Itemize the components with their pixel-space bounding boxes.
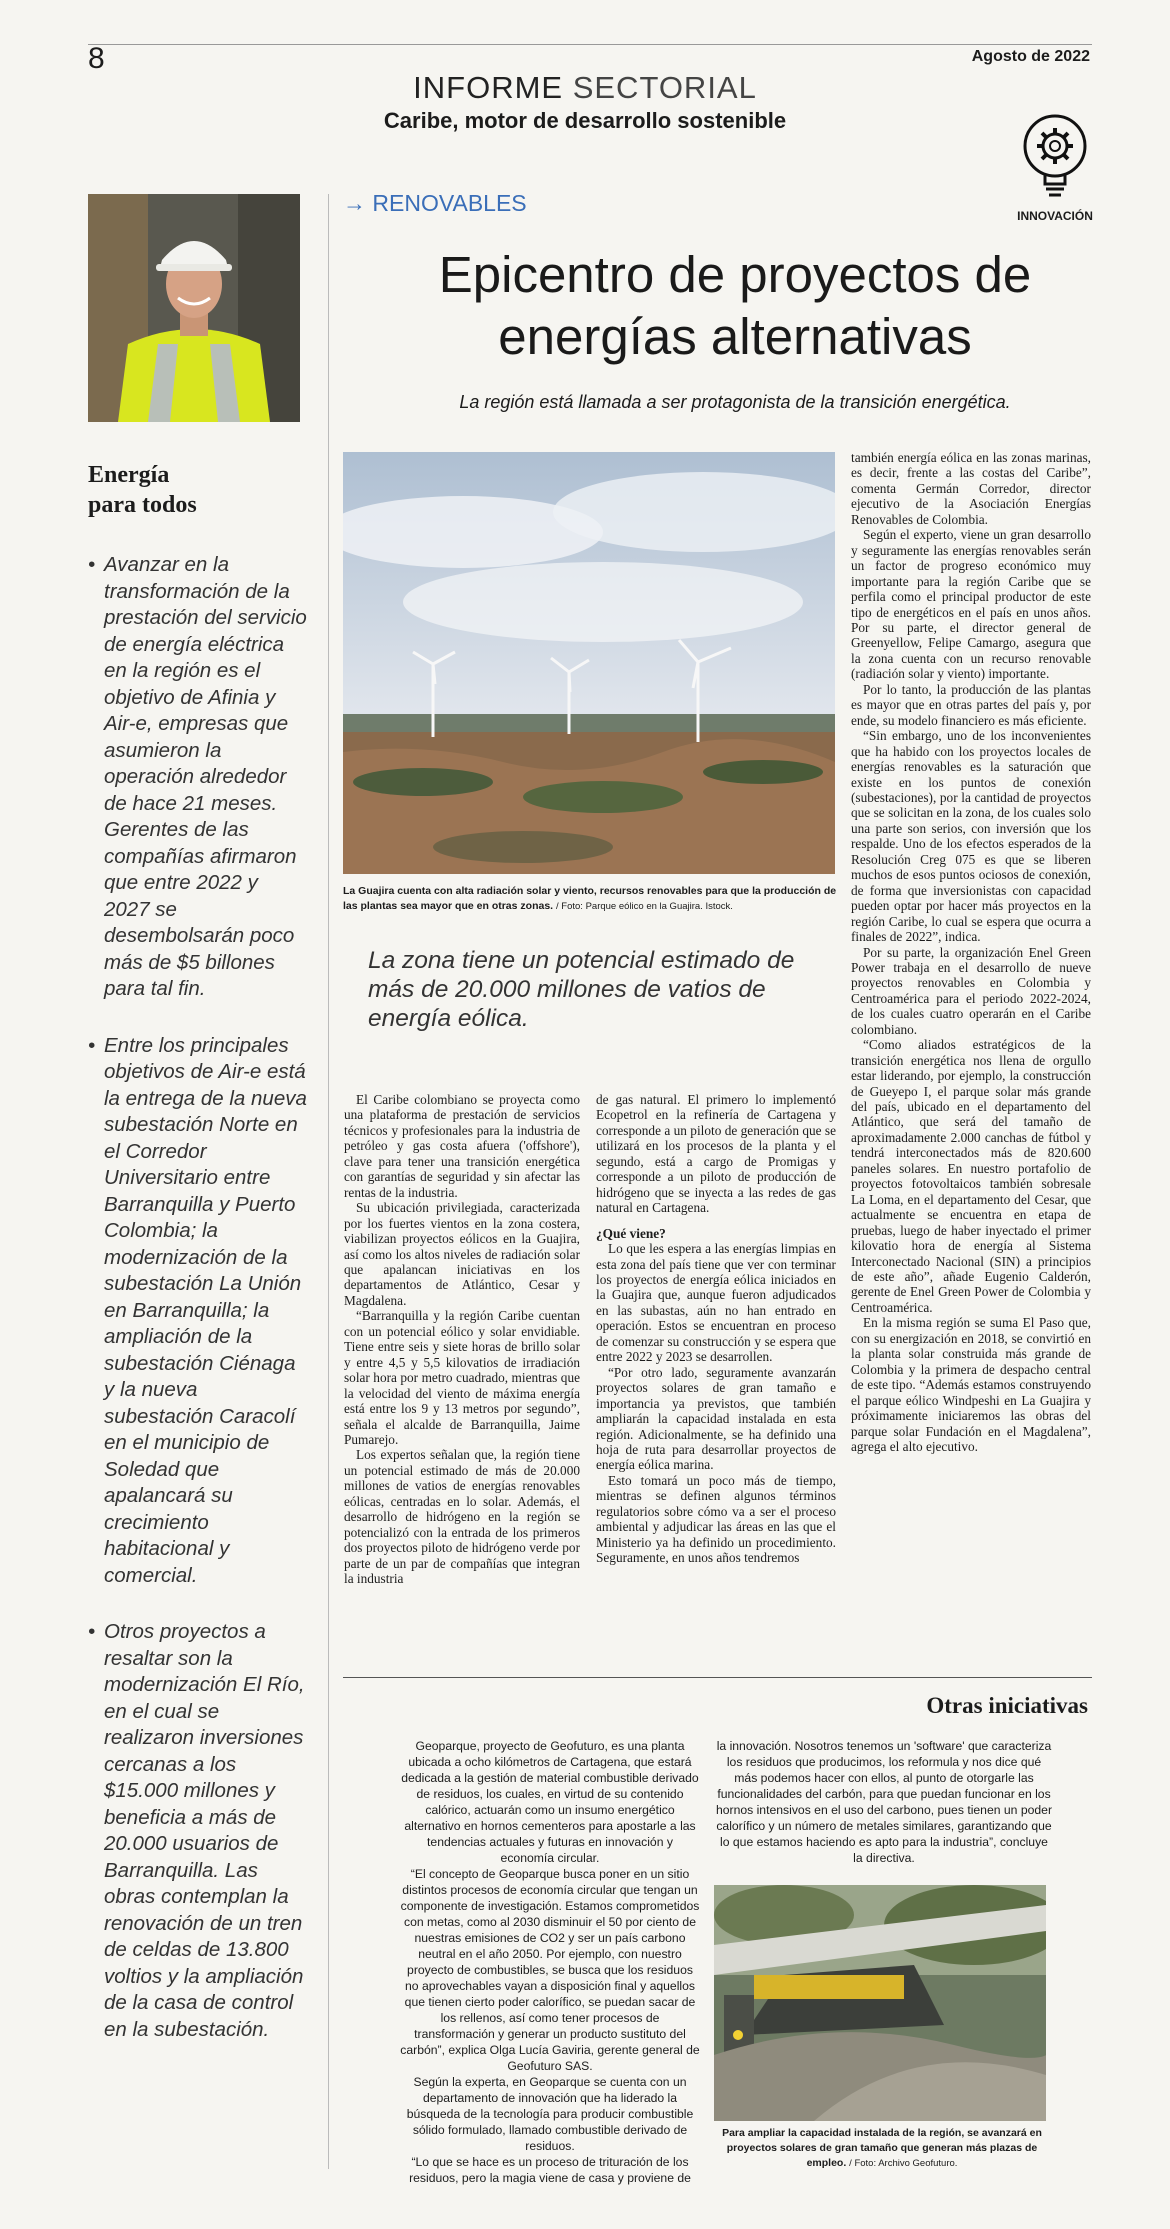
paragraph: El Caribe colombiano se proyecta como una plataforma de prestación de servicios técnicos y profesionales para la industria de petróleo y gas costa afuera ('offshore'), clave para tener una transición energética con garantías de seguridad y sin afectar las rentas de la industria. — [344, 1092, 580, 1200]
photo-credit-2: / Foto: Archivo Geofuturo. — [849, 2158, 958, 2169]
innovation-badge — [1010, 110, 1100, 223]
paragraph: “Barranquilla y la región Caribe cuentan con un potencial eólico y solar envidiable. Tiene entre seis y siete horas de brillo solar y entre 4,5 y 5,5 kilovatios de irradiación solar hora por metro cuadrado, mientras que la velocidad del viento de máxima energía está entre los 9 y 13 metros por segundo”, señala el alcalde de Barranquilla, Jaime Pumarejo. — [344, 1308, 580, 1447]
headline-line2: energías alternativas — [498, 308, 972, 365]
kicker-label: RENOVABLES — [372, 190, 527, 216]
pull-quote: La zona tiene un potencial estimado de más de 20.000 millones de vatios de energía eólica. — [368, 947, 795, 1032]
lightbulb-gear-icon — [1019, 110, 1091, 202]
paragraph: “Lo que se hace es un proceso de trituración de los residuos, pero la magia viene de casa y proviene de — [409, 2155, 691, 2185]
paragraph: Los expertos señalan que, la región tiene un potencial estimado de más de 20.000 millones de vatios de energías renovables eólicas, centradas en lo solar. Además, el desarrollo de hidrógeno en la región se potencializó con la entrada de los primeros dos proyectos piloto de hidrógeno verde por parte de un par de compañías que integran la industria — [344, 1447, 580, 1587]
section-title-bold: INFORME — [413, 70, 564, 105]
paragraph: la innovación. Nosotros tenemos un 'software' que caracteriza los residuos que producimos, los reformula y nos dice qué más podemos hacer con ellos, al punto de otorgarle las funcionalidades del carbón, para que puedan funcionar en los hornos intensivos en el uso del carbono, pues tienen un poder calorífico y un número de metales similares, garantizando que lo que estamos haciendo es apto para la industria”, concluye la directiva. — [715, 1739, 1053, 1865]
paragraph: Esto tomará un poco más de tiempo, mientras se definen algunos términos regulatorios sobre cómo va a ser el proceso ambiental y adjudicar las áreas en las que el Ministerio ya ha definido un procedimiento. Seguramente, en unos años tendremos — [596, 1472, 836, 1566]
arrow-right-icon: → — [343, 190, 366, 216]
photo-caption-2 — [714, 2126, 1050, 2171]
headline-line1: Epicentro de proyectos de — [438, 246, 1032, 303]
paragraph: “El concepto de Geoparque busca poner en un sitio distintos procesos de economía circular que tengan un componente de investigación. Estamos comprometidos con metas, como al 2030 disminuir el 50 por ciento de nuestras emisiones de CO2 y ser un país carbono neutral en el año 2050. Por ejemplo, con nuestro proyecto de combustibles, se busca que los residuos no aprovechables vayan a disposición final y aquellos que tienen cierto poder calorífico, se puedan sacar de los rellenos, así como tener procesos de transformación y generar un producto sustituto del carbón”, explica Olga Lucía Gaviria, gerente general de Geofuturo SAS. — [400, 1867, 700, 2073]
photo-credit: / Foto: Parque eólico en la Guajira. Istock. — [556, 901, 733, 912]
paragraph: Por su parte, la organización Enel Green Power trabaja en el desarrollo de nueve proyectos renovables en Colombia y Centroamérica para el periodo 2022-2024, de los cuales cuatro operarán en el Caribe colombiano. — [851, 944, 1091, 1037]
sidebar-bullet: • Avanzar en la transformación de la prestación del servicio de energía eléctrica en la región es el objetivo de Afinia y Air-e, empresas que asumieron la operación alrededor de hace 21 meses. Gerentes de las compañías afirmaron que entre 2022 y 2027 se desembolsarán poco más de $5 billones para tal fin. — [88, 552, 308, 1003]
paragraph: de gas natural. El primero lo implementó Ecopetrol en la refinería de Cartagena y corresponde a un piloto de generación que se utilizará en los procesos de la planta y el segundo, está a cargo de Promigas y corresponde a un piloto de producción de hidrógeno que se inyecta a las redes de gas natural en Cartagena. — [596, 1092, 836, 1216]
paragraph: Su ubicación privilegiada, caracterizada por los fuertes vientos en la zona costera, viabilizan proyectos eólicos en la Guajira, así como los altos niveles de radiación solar que apalancan iniciativas en los departamentos de Atlántico, Cesar y Magdalena. — [344, 1200, 580, 1308]
paragraph: En la misma región se suma El Paso que, con su energización en 2018, se convirtió en la planta solar construida más grande de Colombia y la primera de despacho central de este tipo. “Además estamos construyendo el parque eólico Windpeshi en La Guajira y próximamente iniciaremos las obras del parque solar Fundación en el Magdalena”, agrega el alto ejecutivo. — [851, 1315, 1091, 1454]
sidebar-bullet: • Otros proyectos a resaltar son la modernización El Río, en el cual se realizaron inversiones cercanas a los $15.000 millones y beneficia a más de 20.000 usuarios de Barranquilla. Las obras contemplan la renovación de un tren de celdas de 13.800 voltios y la ampliación de la casa de control en la subestación. — [88, 1619, 308, 2043]
waste-plant-photo — [714, 1885, 1046, 2121]
paragraph: “Como aliados estratégicos de la transición energética nos llena de orgullo estar liderando, por ejemplo, la construcción de Gueyepo I, el parque solar más grande del país, ubicado en el departamento del Atlántico, que será del tamaño de aproximadamente 2.000 canchas de fútbol y tendrá interconectados más de 820.600 paneles solares. En nuestro portafolio de proyectos fotovoltaicos también sobresale La Loma, en el departamento del Cesar, que actualmente se encuentra en etapa de pruebas, luego de haber inyectado el primer kilovatio hora de energía al Sistema Interconectado Nacional (SIN) a principios de este año”, añade Eugenio Calderón, gerente de Enel Green Power de Colombia y Centroamérica. — [851, 1037, 1091, 1315]
paragraph: también energía eólica en las zonas marinas, es decir, frente a las costas del Caribe”, comenta Germán Corredor, director ejecutivo de la Asociación Energías Renovables de Colombia. — [851, 450, 1091, 527]
paragraph: Geoparque, proyecto de Geofuturo, es una planta ubicada a ocho kilómetros de Cartagena, que estará dedicada a la gestión de material combustible derivado de residuos, los cuales, en virtud de su contenido calórico, actuarán como un insumo energético alternativo en hornos cementeros para apostarle a las tendencias actuales y futuras en innovación y economía circular. — [401, 1739, 699, 1865]
photo-caption — [343, 884, 839, 914]
sidebar-title — [88, 460, 288, 520]
paragraph: Por lo tanto, la producción de las plantas es mayor que en otras partes del país y, por ende, su modelo financiero es más eficiente. — [851, 681, 1091, 728]
portrait-photo — [88, 194, 300, 422]
box-column-1 — [400, 1738, 700, 2186]
wind-farm-photo — [343, 452, 835, 874]
box-rule — [343, 1677, 1092, 1678]
top-rule — [88, 44, 1092, 45]
article-column-2 — [596, 1092, 836, 1566]
section-title — [0, 70, 1170, 106]
paragraph: Según la experta, en Geoparque se cuenta con un departamento de innovación que ha liderado la búsqueda de la tecnología para producir combustible sólido formulado, llamado combustible derivado de residuos. — [406, 2075, 694, 2153]
section-kicker — [343, 190, 527, 217]
sidebar-bullet-list — [88, 552, 308, 2073]
article-column-1 — [344, 1092, 580, 1587]
innovation-label: INNOVACIÓN — [1017, 209, 1093, 223]
page-number: 8 — [88, 42, 105, 75]
column-rule — [328, 194, 329, 2169]
paragraph: Lo que les espera a las energías limpias en esta zona del país tiene que ver con terminar los proyectos de energía eólica iniciados en la Guajira que, aunque fueron adjudicados en las subastas, aún no han entrado en operación. Estos se encuentran en proceso de comenzar su construcción y se espera que entre 2022 y 2023 se desarrollen. — [596, 1241, 836, 1365]
supplement-title: Caribe, motor de desarrollo sostenible — [383, 108, 787, 133]
photo-caption-2-text: Para ampliar la capacidad instalada de la región, se avanzará en proyectos solares de gran tamaño que generan más plazas de empleo. — [722, 2127, 1042, 2169]
photo-caption-text: La Guajira cuenta con alta radiación solar y viento, recursos renovables para que la producción de las plantas sea mayor que en otras zonas. — [343, 885, 837, 912]
subhead: ¿Qué viene? — [596, 1225, 666, 1241]
sidebar-bullet: • Entre los principales objetivos de Air-e está la entrega de la nueva subestación Norte en el Corredor Universitario entre Barranquilla y Puerto Colombia; la modernización de la subestación La Unión en Barranquilla; la ampliación de la subestación Ciénaga y la nueva subestación Caracolí en el municipio de Soledad que apalancará su crecimiento habitacional y comercial. — [88, 1033, 308, 1590]
article-column-3 — [851, 450, 1091, 1454]
article-headline — [340, 244, 1130, 368]
article-dek: La región está llamada a ser protagonista de la transición energética. — [459, 392, 1011, 412]
sidebar-title-line1: Energía — [88, 462, 170, 488]
sidebar-title-line2: para todos — [88, 492, 197, 518]
paragraph: “Por otro lado, seguramente avanzarán proyectos solares de gran tamaño e importancia ya previstos, que también ampliarán la capacidad instalada en esta región. Adicionalmente, se ha definido una hoja de ruta para desarrollar proyectos de energía eólica marina. — [596, 1364, 836, 1473]
issue-date: Agosto de 2022 — [971, 48, 1090, 65]
paragraph: “Sin embargo, uno de los inconvenientes que ha habido con los proyectos locales de energías renovables es la saturación que existe en los puntos de conexión (subestaciones), por la cantidad de proyectos que se solicitan en la zona, de los cuales solo una parte son serios, con inversión que los respalde. Uno de los efectos esperados de la Resolución Creg 075 es que se liberen muchos de esos puntos ociosos de conexión, de forma que inversionistas con capacidad pueden optar por hacer más proyectos en la región Caribe, lo cual se espera que ocurra a finales de 2022”, indica. — [851, 728, 1091, 945]
box-column-2 — [714, 1738, 1054, 1866]
section-title-light: SECTORIAL — [572, 70, 757, 105]
paragraph: Según el experto, viene un gran desarrollo y seguramente las energías renovables serán un factor de progreso económico muy importante para la región Caribe que se perfila como el principal productor de este tipo de energéticos en el país en unos años. Por su parte, el director general de Greenyellow, Felipe Camargo, asegura que la zona cuenta con un recurso renovable (radiación solar y viento) importante. — [851, 527, 1091, 682]
box-title: Otras iniciativas — [926, 1693, 1088, 1718]
